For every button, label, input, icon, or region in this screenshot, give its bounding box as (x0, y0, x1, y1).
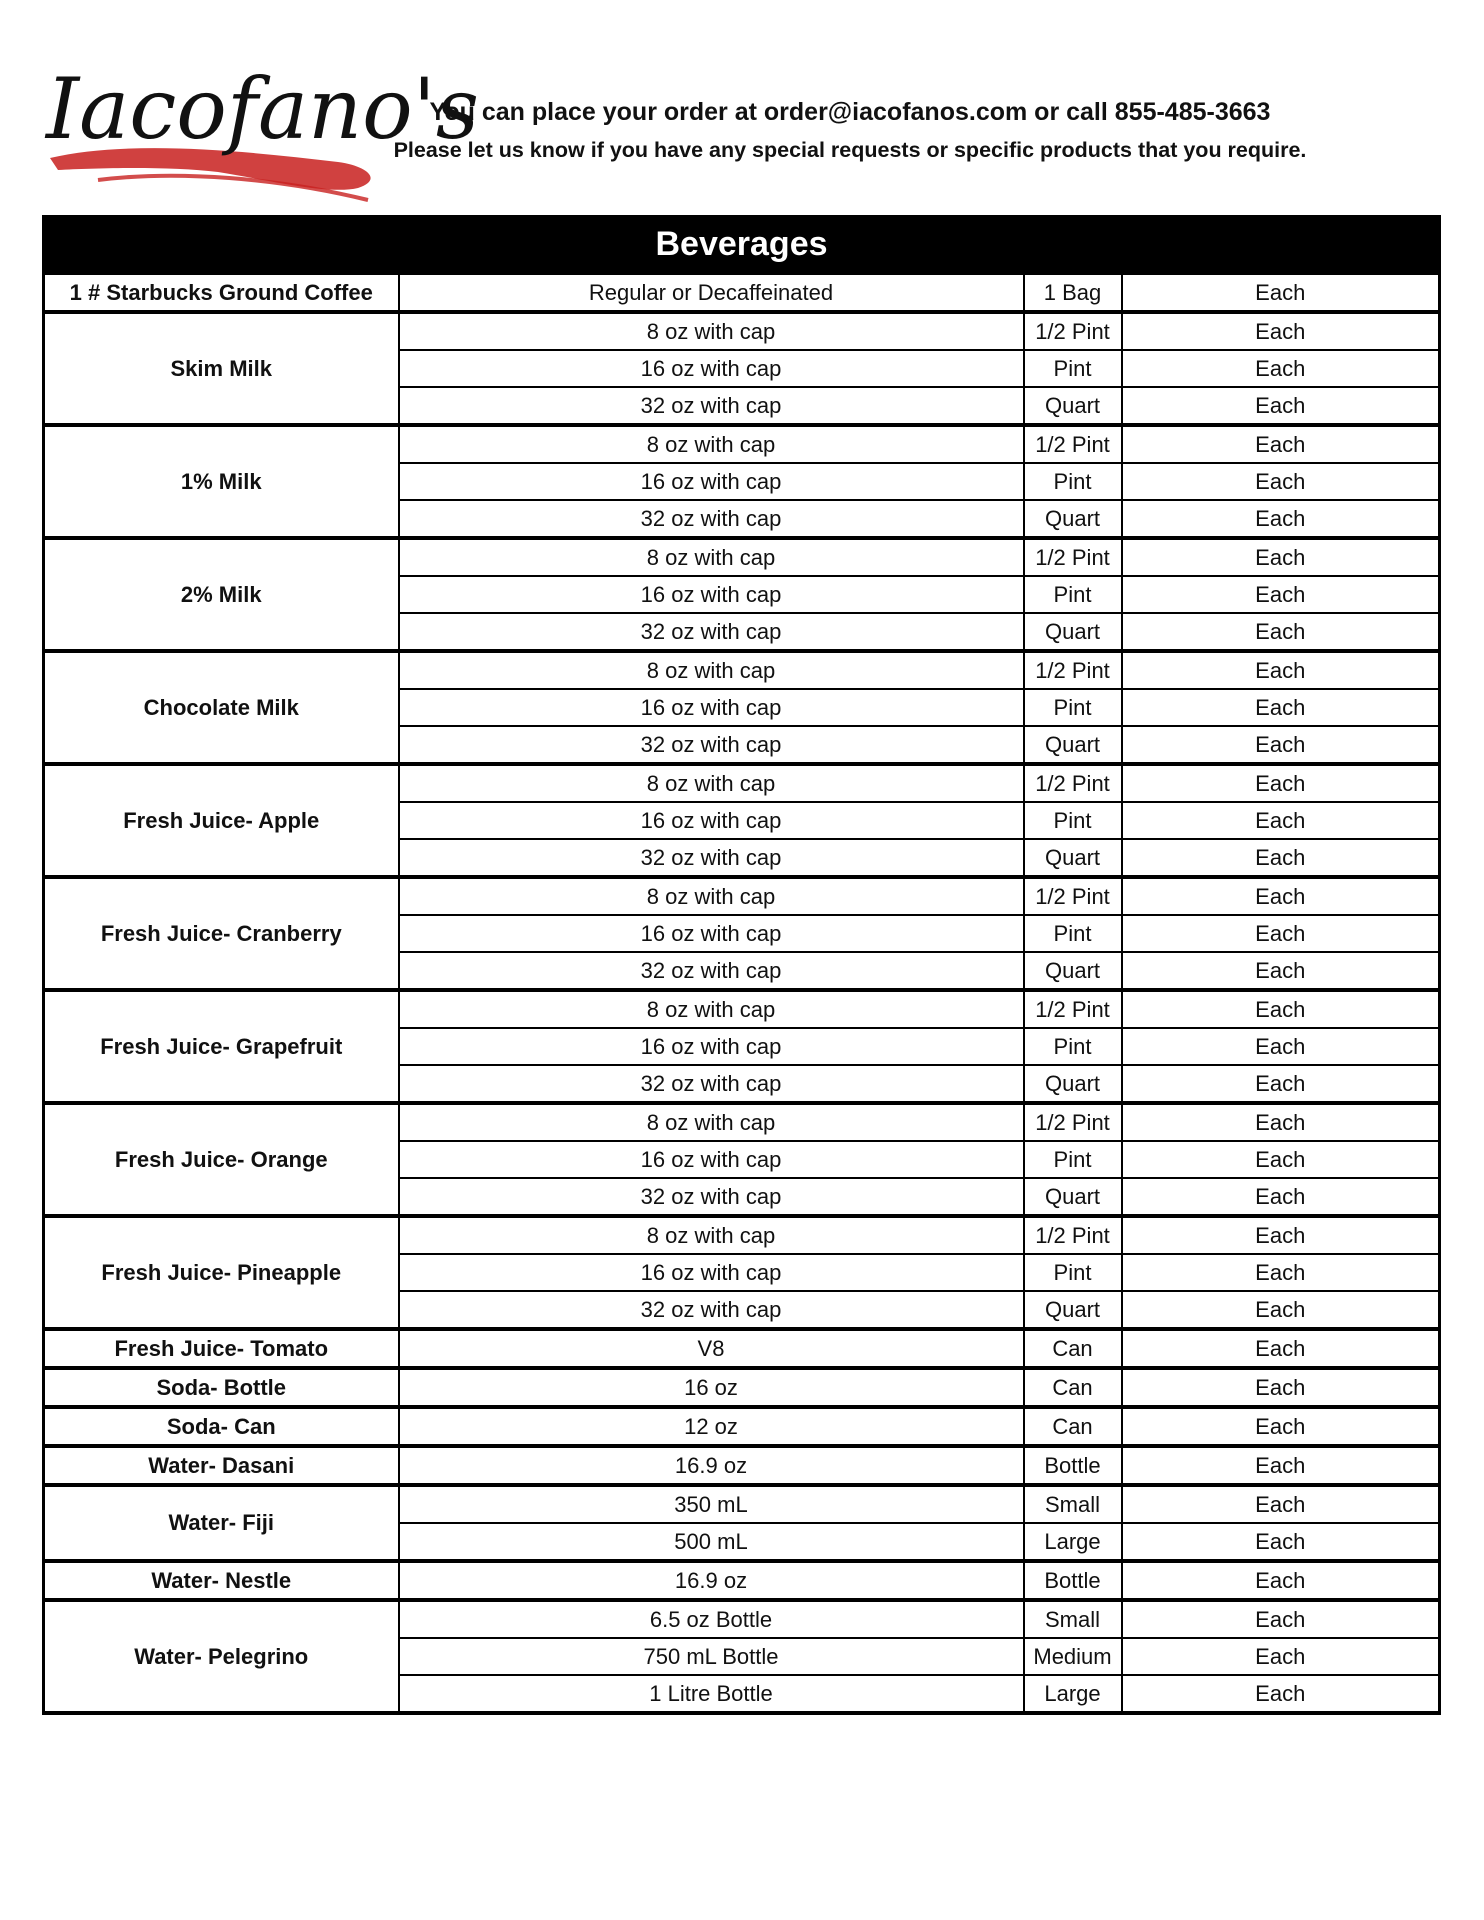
product-size: 1 Bag (1024, 273, 1122, 312)
product-size: Pint (1024, 915, 1122, 952)
product-description: 350 mL (399, 1485, 1024, 1523)
product-name: Water- Pelegrino (44, 1600, 399, 1713)
product-description: 32 oz with cap (399, 839, 1024, 877)
product-description: 8 oz with cap (399, 425, 1024, 463)
table-row (44, 1368, 1440, 1407)
product-description: 16 oz with cap (399, 802, 1024, 839)
product-description: 8 oz with cap (399, 538, 1024, 576)
product-unit: Each (1122, 1407, 1440, 1446)
product-size: 1/2 Pint (1024, 538, 1122, 576)
product-description: 32 oz with cap (399, 387, 1024, 425)
product-unit: Each (1122, 538, 1440, 576)
product-unit: Each (1122, 1446, 1440, 1485)
table-row (44, 1329, 1440, 1368)
product-name: 1% Milk (44, 425, 399, 538)
product-name: Soda- Bottle (44, 1368, 399, 1407)
product-unit: Each (1122, 576, 1440, 613)
product-size: Quart (1024, 1065, 1122, 1103)
product-description: 16 oz with cap (399, 1028, 1024, 1065)
product-description: 32 oz with cap (399, 726, 1024, 764)
product-unit: Each (1122, 1561, 1440, 1600)
product-unit: Each (1122, 273, 1440, 312)
product-description: 16.9 oz (399, 1561, 1024, 1600)
product-size: Bottle (1024, 1446, 1122, 1485)
product-unit: Each (1122, 839, 1440, 877)
product-unit: Each (1122, 1368, 1440, 1407)
product-unit: Each (1122, 1065, 1440, 1103)
product-unit: Each (1122, 952, 1440, 990)
product-unit: Each (1122, 1329, 1440, 1368)
product-description: 16 oz with cap (399, 463, 1024, 500)
product-unit: Each (1122, 990, 1440, 1028)
table-row (44, 1216, 1440, 1254)
product-description: 16 oz with cap (399, 350, 1024, 387)
product-description: Regular or Decaffeinated (399, 273, 1024, 312)
product-size: 1/2 Pint (1024, 1103, 1122, 1141)
product-unit: Each (1122, 689, 1440, 726)
product-name: Fresh Juice- Pineapple (44, 1216, 399, 1329)
order-contact-line: You can place your order at order@iacofanos.com or call 855-485-3663 (429, 98, 1271, 126)
product-description: 32 oz with cap (399, 1065, 1024, 1103)
table-row (44, 1485, 1440, 1523)
table-title: Beverages (44, 217, 1440, 274)
table-row (44, 273, 1440, 312)
product-name: Skim Milk (44, 312, 399, 425)
product-size: Can (1024, 1368, 1122, 1407)
product-size: Large (1024, 1675, 1122, 1713)
product-description: 8 oz with cap (399, 651, 1024, 689)
product-unit: Each (1122, 613, 1440, 651)
product-size: Pint (1024, 463, 1122, 500)
table-row (44, 1103, 1440, 1141)
product-size: Pint (1024, 1254, 1122, 1291)
beverages-table (42, 215, 1441, 1715)
product-size: 1/2 Pint (1024, 651, 1122, 689)
product-unit: Each (1122, 764, 1440, 802)
product-unit: Each (1122, 1675, 1440, 1713)
product-size: Quart (1024, 500, 1122, 538)
brand-logo (38, 30, 479, 210)
product-size: Quart (1024, 726, 1122, 764)
product-size: Small (1024, 1485, 1122, 1523)
special-requests-line: Please let us know if you have any special requests or specific products that you require. (393, 138, 1307, 162)
product-size: Quart (1024, 839, 1122, 877)
product-description: 1 Litre Bottle (399, 1675, 1024, 1713)
product-size: Large (1024, 1523, 1122, 1561)
product-description: 8 oz with cap (399, 877, 1024, 915)
logo-wordmark: Iacofano's (46, 60, 479, 158)
product-unit: Each (1122, 425, 1440, 463)
product-name: Fresh Juice- Tomato (44, 1329, 399, 1368)
product-size: Pint (1024, 802, 1122, 839)
product-unit: Each (1122, 387, 1440, 425)
product-size: 1/2 Pint (1024, 990, 1122, 1028)
product-description: 500 mL (399, 1523, 1024, 1561)
product-description: 8 oz with cap (399, 990, 1024, 1028)
product-name: Fresh Juice- Grapefruit (44, 990, 399, 1103)
product-size: 1/2 Pint (1024, 312, 1122, 350)
product-size: Quart (1024, 1178, 1122, 1216)
product-size: Can (1024, 1407, 1122, 1446)
product-name: 1 # Starbucks Ground Coffee (44, 273, 399, 312)
product-description: 6.5 oz Bottle (399, 1600, 1024, 1638)
product-unit: Each (1122, 877, 1440, 915)
product-name: Fresh Juice- Orange (44, 1103, 399, 1216)
table-row (44, 990, 1440, 1028)
product-name: Chocolate Milk (44, 651, 399, 764)
product-unit: Each (1122, 1141, 1440, 1178)
product-description: 32 oz with cap (399, 952, 1024, 990)
product-size: Medium (1024, 1638, 1122, 1675)
product-size: Pint (1024, 350, 1122, 387)
product-size: Pint (1024, 1028, 1122, 1065)
product-description: 8 oz with cap (399, 764, 1024, 802)
product-description: 8 oz with cap (399, 1103, 1024, 1141)
product-description: 16 oz with cap (399, 1254, 1024, 1291)
product-unit: Each (1122, 1600, 1440, 1638)
table-row (44, 312, 1440, 350)
product-size: 1/2 Pint (1024, 877, 1122, 915)
product-size: Small (1024, 1600, 1122, 1638)
table-row (44, 1561, 1440, 1600)
product-size: Quart (1024, 952, 1122, 990)
table-row (44, 1600, 1440, 1638)
product-unit: Each (1122, 1523, 1440, 1561)
product-size: Pint (1024, 1141, 1122, 1178)
product-unit: Each (1122, 1254, 1440, 1291)
product-name: Soda- Can (44, 1407, 399, 1446)
product-size: Bottle (1024, 1561, 1122, 1600)
product-size: Quart (1024, 613, 1122, 651)
product-unit: Each (1122, 1485, 1440, 1523)
table-row (44, 538, 1440, 576)
product-name: 2% Milk (44, 538, 399, 651)
product-unit: Each (1122, 915, 1440, 952)
product-unit: Each (1122, 1638, 1440, 1675)
product-unit: Each (1122, 1178, 1440, 1216)
product-unit: Each (1122, 500, 1440, 538)
product-size: Quart (1024, 1291, 1122, 1329)
product-description: 32 oz with cap (399, 613, 1024, 651)
product-name: Water- Nestle (44, 1561, 399, 1600)
logo-mark (38, 30, 479, 210)
product-description: 8 oz with cap (399, 312, 1024, 350)
product-description: 16 oz with cap (399, 689, 1024, 726)
product-description: 32 oz with cap (399, 1291, 1024, 1329)
product-unit: Each (1122, 350, 1440, 387)
product-name: Water- Dasani (44, 1446, 399, 1485)
product-unit: Each (1122, 1103, 1440, 1141)
table-row (44, 877, 1440, 915)
table-row (44, 1407, 1440, 1446)
product-unit: Each (1122, 651, 1440, 689)
product-name: Fresh Juice- Cranberry (44, 877, 399, 990)
product-name: Fresh Juice- Apple (44, 764, 399, 877)
product-size: Pint (1024, 689, 1122, 726)
product-description: 16 oz (399, 1368, 1024, 1407)
product-size: 1/2 Pint (1024, 764, 1122, 802)
product-description: V8 (399, 1329, 1024, 1368)
product-size: Can (1024, 1329, 1122, 1368)
table-row (44, 764, 1440, 802)
product-unit: Each (1122, 802, 1440, 839)
table-row (44, 425, 1440, 463)
product-description: 16.9 oz (399, 1446, 1024, 1485)
product-size: 1/2 Pint (1024, 1216, 1122, 1254)
product-description: 12 oz (399, 1407, 1024, 1446)
product-unit: Each (1122, 1216, 1440, 1254)
product-description: 32 oz with cap (399, 500, 1024, 538)
product-size: Pint (1024, 576, 1122, 613)
product-description: 8 oz with cap (399, 1216, 1024, 1254)
product-name: Water- Fiji (44, 1485, 399, 1561)
product-size: Quart (1024, 387, 1122, 425)
product-unit: Each (1122, 1028, 1440, 1065)
product-description: 16 oz with cap (399, 576, 1024, 613)
product-unit: Each (1122, 1291, 1440, 1329)
product-unit: Each (1122, 463, 1440, 500)
product-unit: Each (1122, 312, 1440, 350)
product-description: 16 oz with cap (399, 1141, 1024, 1178)
product-description: 750 mL Bottle (399, 1638, 1024, 1675)
table-row (44, 1446, 1440, 1485)
product-description: 32 oz with cap (399, 1178, 1024, 1216)
product-unit: Each (1122, 726, 1440, 764)
table-row (44, 651, 1440, 689)
product-size: 1/2 Pint (1024, 425, 1122, 463)
product-description: 16 oz with cap (399, 915, 1024, 952)
